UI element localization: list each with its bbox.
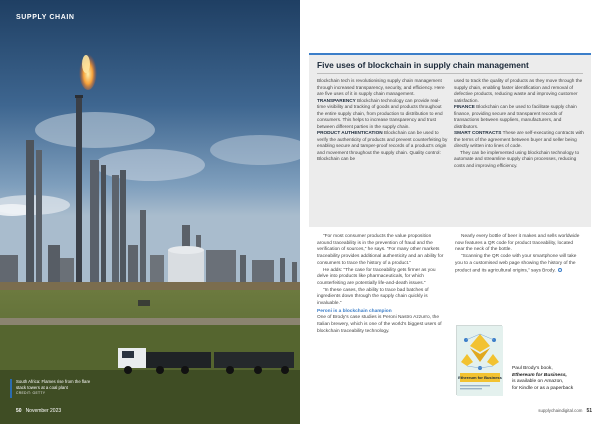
issue-date: November 2023 [25, 408, 62, 414]
boxout-item-text: These are self-executing contracts with the terms of the agreement between buyer and seller being directly written into lines of code. [454, 130, 584, 148]
book-blurb-line: for Kindle or as a paperback [512, 385, 574, 391]
boxout-five-uses [309, 53, 591, 227]
book-blurb-line: Paul Brody’s book, [512, 366, 553, 371]
caption-credit: CREDIT: GETTY [16, 391, 46, 395]
boxout-closing: They can be implemented using blockchain technology to automate and streamline supply chain processes, reducing costs and improving efficiency. [454, 149, 580, 168]
folio-right [538, 408, 592, 414]
boxout-item-label: SMART CONTRACTS [454, 130, 502, 135]
boxout-item-label: TRANSPARENCY [317, 97, 356, 103]
caption-line-1: South Africa: Flames rise from the flare [16, 379, 91, 384]
book-cover-image [456, 325, 502, 395]
article-paragraph [455, 254, 583, 274]
boxout-column-2 [454, 78, 585, 169]
site-url: supplychaindigital.com [538, 408, 583, 413]
section-tag: SUPPLY CHAIN [16, 14, 75, 21]
book-cover-art [457, 326, 503, 396]
book-blurb-line: is available on Amazon, [512, 379, 564, 385]
photo-caption [16, 379, 126, 397]
book-blurb [512, 366, 596, 392]
boxout-item-label: FINANCE [454, 104, 475, 109]
article-subhead: Peroni is a blockchain champion [317, 308, 392, 314]
end-mark-icon [558, 268, 562, 272]
boxout-item-smart-contracts [454, 130, 585, 150]
article-paragraph: Nearly every bottle of beer it makes and sells worldwide now features a QR code for product traceability, located near the neck of the bottle. [455, 234, 580, 253]
boxout-title-divider [317, 73, 583, 74]
article-paragraph: One of Brody’s case studies is Peroni Nastro Azzurro, the Italian brewery, which is one of the world’s biggest users of blockchain traceability technology. [317, 315, 442, 334]
boxout-item-transparency [317, 98, 448, 131]
page-number-right: 51 [586, 408, 592, 414]
folio-left [16, 408, 61, 414]
caption-accent-bar [10, 379, 12, 398]
boxout-top-rule [309, 53, 591, 55]
boxout-item-authentication [317, 130, 448, 163]
article-paragraph: “In these cases, the ability to trace bad batches of ingredients down through the supply chain quickly is invaluable.” [317, 287, 429, 307]
article-paragraph: He adds: “The case for traceability gets firmer as you delve into products like pharmaceuticals, for which counterfeiting are potentially life-and-death issues.” [317, 267, 436, 286]
boxout-item-label: PRODUCT AUTHENTICATION [317, 130, 383, 135]
article-paragraph-text: “Scanning the QR code with your smartphone will take you to a customised web page showing the history of the product and its agricultural origins,” says Brody. [455, 254, 577, 273]
boxout-column-1 [317, 78, 448, 163]
page-number-left: 50 [16, 408, 22, 414]
boxout-item-finance [454, 104, 585, 130]
boxout-title: Five uses of blockchain in supply chain management [317, 60, 529, 70]
article-paragraph: “For most consumer products the value proposition around traceability is in the prevention of fraud and the verification of sources,” he says. “For many other markets traceability provides additional authenticity and an ability for consumers to trace the history of a product.” [317, 234, 444, 266]
book-cover-title: Ethereum for Business [458, 375, 502, 380]
boxout-intro: Blockchain tech is revolutionising supply chain management through increased transparency, security, and efficiency. Here are five uses of it in supply chain management. [317, 78, 445, 96]
right-page [300, 0, 600, 424]
boxout-item-text: Blockchain technology can provide real-time visibility and tracking of goods and products throughout the entire supply chain, from production to distribution to end consumers. This helps to increase transparency and trust between different parties in the supply chain. [317, 97, 443, 129]
boxout-item-text: Blockchain can be used to facilitate supply chain finance, providing secure and transparent records of transactions between suppliers, manufacturers, and distributors. [454, 104, 577, 129]
caption-line-2: stack towers at a coal plant [16, 384, 68, 390]
boxout-item-text: Blockchain can be used to verify the authenticity of products and prevent counterfeiting by enabling secure and tamper-proof records of a product’s origin and movement throughout the supply chain. Quality control: Blockchain can be [317, 130, 448, 161]
article-column-2 [455, 234, 583, 274]
article-column-1 [317, 234, 445, 336]
book-blurb-title: Ethereum for Business, [512, 372, 567, 378]
boxout-continued-text: used to track the quality of products as they move through the supply chain, enabling faster identification and removal of defective products, reducing waste and improving customer satisfaction. [454, 78, 583, 103]
